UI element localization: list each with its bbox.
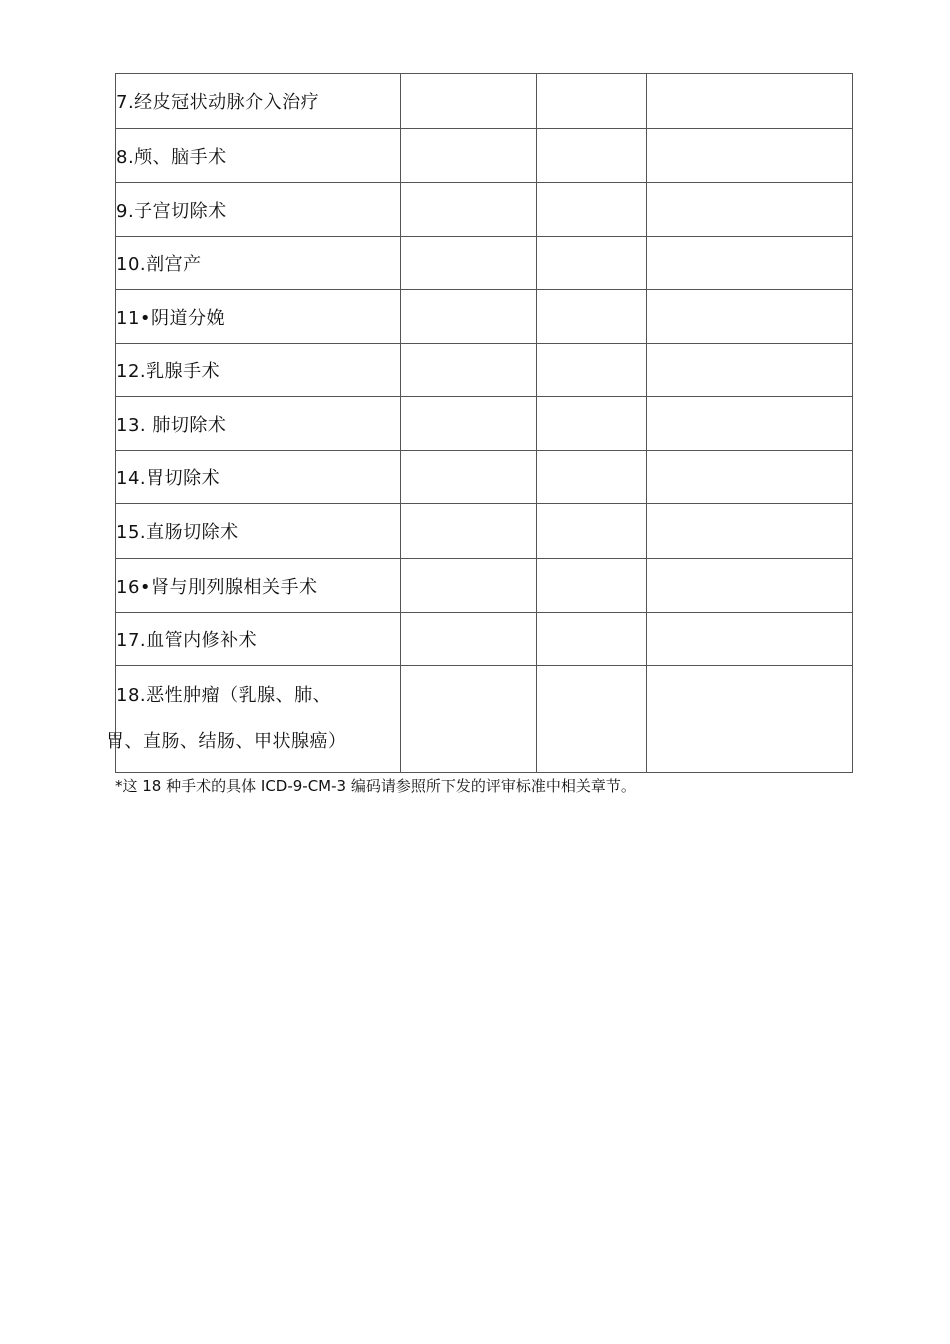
empty-cell[interactable] (647, 237, 853, 290)
surgery-name: 11•阴道分娩 (116, 307, 226, 329)
surgery-name: 17.血管内修补术 (116, 630, 258, 651)
empty-cell[interactable] (647, 666, 853, 773)
empty-cell[interactable] (647, 613, 853, 666)
empty-cell[interactable] (401, 290, 537, 344)
surgery-table (106, 73, 853, 773)
surgery-name-cell (116, 290, 401, 344)
surgery-name-cell (116, 613, 401, 666)
surgery-name-cell (116, 504, 401, 559)
empty-cell[interactable] (537, 559, 647, 613)
surgery-name-cell (116, 397, 401, 451)
empty-cell[interactable] (647, 344, 853, 397)
empty-cell[interactable] (401, 183, 537, 237)
empty-cell[interactable] (537, 74, 647, 129)
surgery-name-line1: 18.恶性肿瘤（乳腺、肺、 (116, 685, 332, 706)
table-row (116, 344, 853, 397)
table-row (116, 451, 853, 504)
empty-cell[interactable] (537, 344, 647, 397)
table-row (116, 666, 853, 773)
empty-cell[interactable] (401, 451, 537, 504)
empty-cell[interactable] (647, 129, 853, 183)
surgery-name: 16•肾与刖列腺相关手术 (116, 576, 318, 598)
empty-cell[interactable] (401, 237, 537, 290)
surgery-name-cell (116, 74, 401, 129)
surgery-name: 9.子宫切除术 (116, 200, 227, 222)
empty-cell[interactable] (647, 74, 853, 129)
surgery-name-cell (116, 451, 401, 504)
empty-cell[interactable] (401, 613, 537, 666)
table-row (116, 237, 853, 290)
table-row (116, 183, 853, 237)
table-row (116, 74, 853, 129)
empty-cell[interactable] (401, 397, 537, 451)
empty-cell[interactable] (537, 451, 647, 504)
empty-cell[interactable] (647, 504, 853, 559)
empty-cell[interactable] (537, 183, 647, 237)
surgery-name: 7.经皮冠状动脉介入治疗 (116, 92, 320, 113)
empty-cell[interactable] (401, 666, 537, 773)
empty-cell[interactable] (401, 129, 537, 183)
empty-cell[interactable] (401, 504, 537, 559)
table-row (116, 129, 853, 183)
empty-cell[interactable] (401, 559, 537, 613)
empty-cell[interactable] (537, 397, 647, 451)
table-row (116, 290, 853, 344)
surgery-name-cell (106, 666, 401, 773)
surgery-name: 14.胃切除术 (116, 468, 221, 489)
empty-cell[interactable] (537, 613, 647, 666)
surgery-name: 13. 肺切除术 (116, 414, 227, 436)
footnote: *这 18 种手术的具体 ICD-9-CM-3 编码请参照所下发的评审标准中相关章节。 (115, 777, 636, 795)
surgery-name-line2: 胃、直肠、结肠、甲状腺癌） (106, 731, 347, 752)
empty-cell[interactable] (537, 504, 647, 559)
table-row (116, 559, 853, 613)
surgery-name-cell (116, 129, 401, 183)
empty-cell[interactable] (537, 129, 647, 183)
empty-cell[interactable] (401, 344, 537, 397)
empty-cell[interactable] (537, 237, 647, 290)
empty-cell[interactable] (537, 666, 647, 773)
surgery-name-cell (116, 559, 401, 613)
empty-cell[interactable] (647, 559, 853, 613)
surgery-name: 12.乳腺手术 (116, 361, 221, 382)
surgery-name: 15.直肠切除术 (116, 522, 239, 543)
empty-cell[interactable] (647, 183, 853, 237)
surgery-name-cell (116, 237, 401, 290)
surgery-name-cell (116, 183, 401, 237)
table-row (116, 504, 853, 559)
empty-cell[interactable] (647, 290, 853, 344)
table-row (116, 613, 853, 666)
surgery-name: 8.颅、脑手术 (116, 146, 227, 168)
table-row (116, 397, 853, 451)
surgery-name-cell (116, 344, 401, 397)
empty-cell[interactable] (647, 451, 853, 504)
empty-cell[interactable] (647, 397, 853, 451)
surgery-name: 10.剖宫产 (116, 254, 202, 275)
empty-cell[interactable] (537, 290, 647, 344)
empty-cell[interactable] (401, 74, 537, 129)
